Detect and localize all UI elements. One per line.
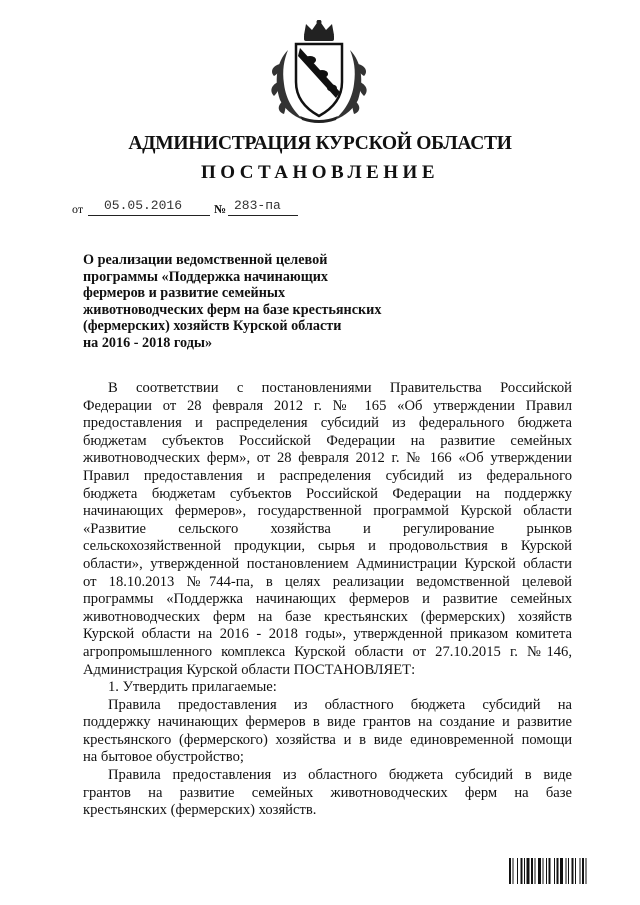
subject-line: фермеров и развитие семейных (83, 285, 286, 301)
body-line: животноводческих ферм», от 28 февраля 2012 г. № 166 «Об утверждении (83, 450, 572, 467)
subject-line: (фермерских) хозяйств Курской области (83, 318, 342, 334)
body-line: Правила предоставления из областного бюджета субсидий в виде (108, 767, 572, 784)
date-value: 05.05.2016 (104, 198, 183, 213)
coat-of-arms-emblem (270, 20, 368, 124)
document-meta (72, 198, 392, 220)
body-line: бюджетам субъектов Российской Федерации на развитие семейных (83, 432, 572, 449)
number-value: 283-па (234, 198, 281, 213)
subject-line: на 2016 - 2018 годы» (83, 334, 213, 351)
body-line: области», утвержденной постановлением Администрации Курской области (83, 555, 572, 572)
body-line: сельскохозяйственной продукции, сырья и продовольствия в Курской (83, 538, 572, 555)
body-line: В соответствии с постановлениями Правительства Российской (108, 380, 572, 396)
body-line: животноводческих ферм на базе крестьянских (фермерских) хозяйств (83, 608, 572, 625)
body-line: программы «Поддержка начинающих фермеров и развитие семейных (83, 591, 572, 608)
body-line: агропромышленного комплекса Курской области от 27.10.2015 г. №146, (83, 643, 572, 660)
body-line: на бытовое обустройство; (83, 749, 244, 766)
body-line: Правил предоставления и распределения субсидий из федерального (83, 467, 572, 484)
body-line: поддержку начинающих фермеров в виде грантов на создание и развитие (83, 714, 572, 731)
subject-line: программы «Поддержка начинающих (83, 268, 329, 285)
number-label: № (214, 202, 227, 216)
date-underline (88, 215, 210, 216)
body-line: Администрация Курской области ПОСТАНОВЛЯЕТ: (83, 661, 416, 678)
body-line: Правила предоставления из областного бюджета субсидий на (108, 696, 572, 713)
body-line: бюджета бюджетам субъектов Российской Федерации на поддержку (83, 485, 572, 502)
organization-title: АДМИНИСТРАЦИЯ КУРСКОЙ ОБЛАСТИ (128, 133, 512, 154)
document-type-title: ПОСТАНОВЛЕНИЕ (200, 162, 440, 183)
body-line: «Развитие сельского хозяйства и регулирование рынков (83, 520, 572, 537)
body-line: крестьянских (фермерских) хозяйств. (83, 802, 317, 819)
subject-line: О реализации ведомственной целевой (83, 252, 328, 268)
body-line: грантов на развитие семейных животноводческих ферм на базе (83, 784, 572, 801)
number-underline (228, 215, 298, 216)
date-label: от (72, 202, 84, 216)
barcode-image (509, 858, 619, 884)
body-line: Федерации от 28 февраля 2012 г. № 165 «Об утверждении Правил (83, 397, 572, 414)
document-subject (83, 252, 413, 351)
body-line: крестьянского (фермерского) хозяйства и в виде единовременной помощи (83, 731, 572, 748)
body-line: предоставления и распределения субсидий из федерального бюджета (83, 415, 572, 432)
document-body (83, 380, 572, 820)
body-line: 1. Утвердить прилагаемые: (108, 679, 277, 696)
subject-line: животноводческих ферм на базе крестьянских (83, 301, 382, 318)
body-line: Курской области на 2016 - 2018 годы», утвержденной приказом комитета (83, 626, 572, 643)
body-line: от 18.10.2013 №744-па, в целях реализации ведомственной целевой (83, 573, 572, 590)
body-line: начинающих фермеров», государственной программой Курской области (83, 503, 572, 520)
